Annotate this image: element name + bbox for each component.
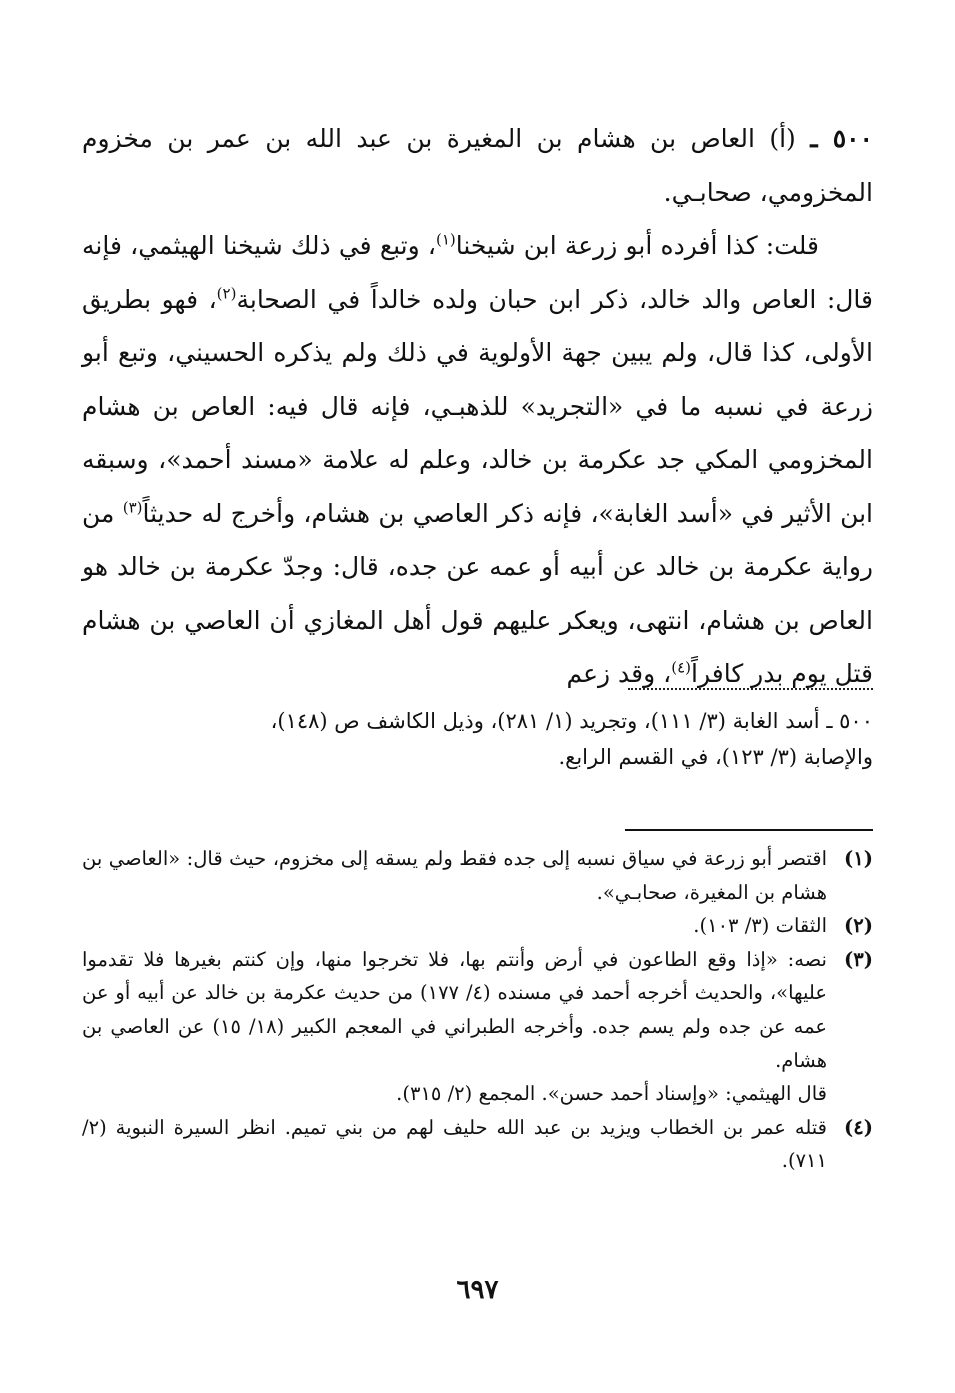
footnotes-block (82, 842, 873, 1178)
body-text-b: ، وتبع في ذلك شيخنا الهيثمي، فإنه قال: العاص والد خالد، ذكر ابن حبان ولده خالداً في الصحابة (82, 231, 873, 314)
entry-number: ٥٠٠ ـ (810, 124, 873, 153)
footnote-3 (82, 943, 873, 1111)
footnote-ref-4[interactable]: (٤) (671, 658, 692, 677)
footnote-text: قتله عمر بن الخطاب ويزيد بن عبد الله حليف لهم من بني تميم. انظر السيرة النبوية (٢/ ٧١١). (82, 1115, 827, 1173)
footnote-text: الثقات (٣/ ١٠٣). (693, 914, 827, 938)
footnote-2 (82, 909, 873, 943)
body-paragraph (82, 219, 873, 701)
page-number: ٦٩٧ (456, 1275, 499, 1305)
body-text-d: من رواية عكرمة بن خالد عن أبيه أو عمه عن جده، قال: وجدّ عكرمة بن خالد هو العاص بن هشام، انتهى، ويعكر عليهم قول أهل المغازي أن العاصي بن هشام قتل يوم بدر كافراً (82, 498, 873, 688)
footnote-4 (82, 1111, 873, 1178)
body-text-c: ، فهو بطريق الأولى، كذا قال، ولم يبين جهة الأولوية في ذلك ولم يذكره الحسيني، وتبع أبو زرعة في نسبه ما في «التجريد» للذهبـي، فإنه قال فيه: العاص بن هشام المخزومي المكي جد عكرمة بن خالد، وعلم له علامة «مسند أحمد»، وسبقه ابن الأثير في «أسد الغابة»، فإنه ذكر العاصي بن هشام، وأخرج له حديثاً (82, 284, 874, 528)
footnote-number: (١) (844, 847, 873, 870)
body-text-a: قلت: كذا أفرده أبو زرعة ابن شيخنا (455, 231, 819, 260)
footnote-text-continued: قال الهيثمي: «وإسناد أحمد حسن». المجمع (٢/ ٣١٥). (396, 1082, 827, 1106)
footnote-number: (٣) (844, 947, 873, 971)
sources-line-1: ٥٠٠ ـ أسد الغابة (٣/ ١١١)، وتجريد (١/ ٢٨١)، وذيل الكاشف ص (١٤٨)، (270, 709, 873, 733)
footnote-number: (٤) (844, 1115, 873, 1139)
main-text (82, 112, 873, 701)
footnote-rule (625, 829, 873, 831)
footnote-ref-1[interactable]: (١) (435, 230, 456, 249)
footnote-ref-2[interactable]: (٢) (216, 284, 237, 303)
entry-title: (أ) العاص بن هشام بن المغيرة بن عبد الله بن عمر بن مخزوم المخزومي، صحابـي. (82, 124, 873, 207)
footnote-number: (٢) (844, 914, 873, 938)
sources-block (100, 703, 873, 775)
footnote-ref-3[interactable]: (٣) (122, 498, 143, 517)
footnote-text: نصه: «إذا وقع الطاعون في أرض وأنتم بها، فلا تخرجوا منها، وإن كنتم بغيرها فلا تقدموا عليها»، والحديث أخرجه أحمد في مسنده (٤/ ١٧٧) من حديث عكرمة بن خالد عن أبيه أو عن عمه عن جده ولم يسم جده. وأخرجه الطبراني في المعجم الكبير (١٨/ ١٥) عن العاصي بن هشام. (82, 947, 827, 1072)
sources-line-2: والإصابة (٣/ ١٢٣)، في القسم الرابع. (558, 745, 873, 769)
footnote-text: اقتصر أبو زرعة في سياق نسبه إلى جده فقط ولم يسقه إلى مخزوم، حيث قال: «العاصي بن هشام بن المغيرة، صحابـي». (82, 847, 827, 904)
body-text-e: ، وقد زعم (566, 659, 672, 688)
footnote-1 (82, 842, 873, 909)
dotted-separator (628, 688, 873, 690)
entry-heading (82, 112, 873, 219)
